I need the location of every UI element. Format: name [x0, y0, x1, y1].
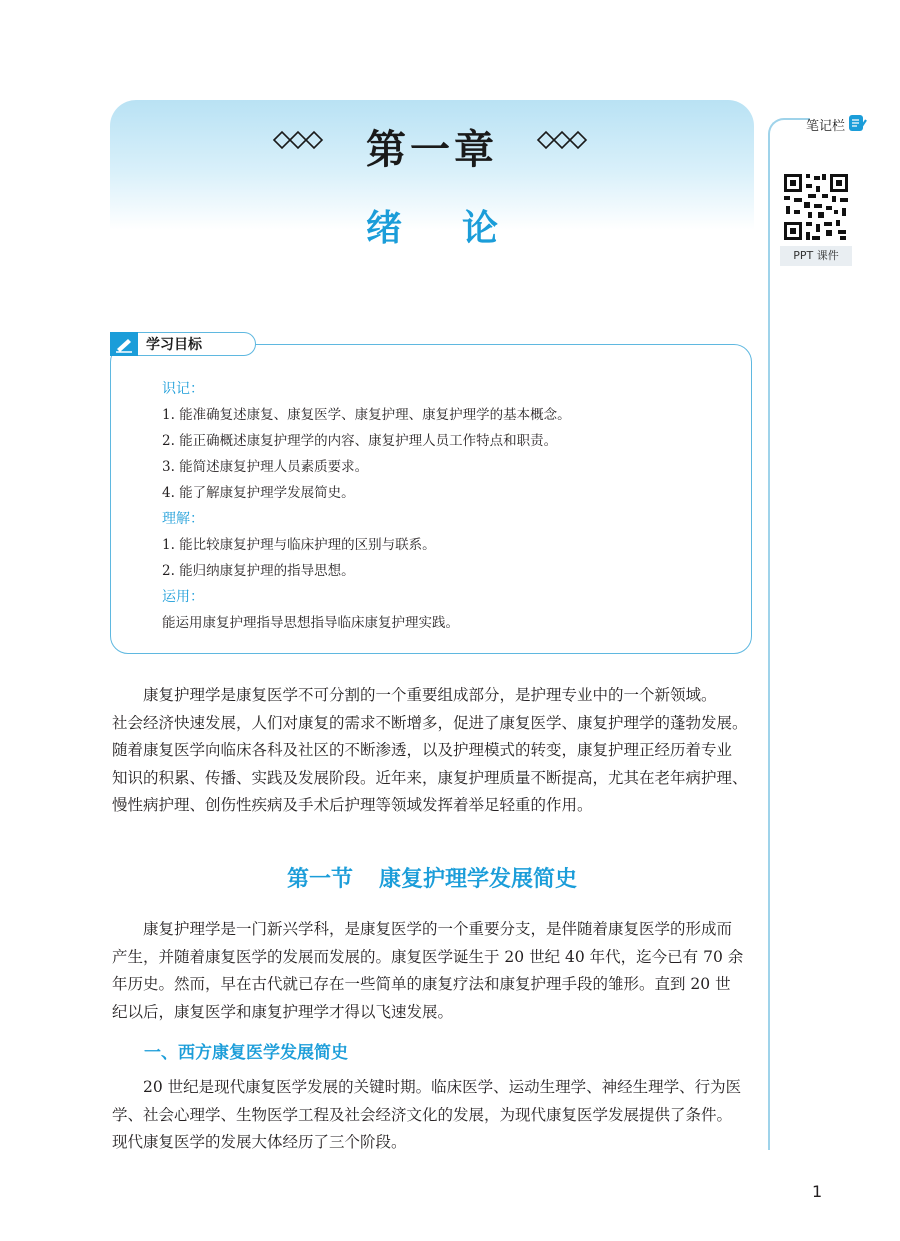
objective-group-heading: 识记：	[162, 381, 204, 397]
qr-code-icon[interactable]	[782, 164, 850, 244]
objective-item: 2. 能归纳康复护理的指导思想。	[162, 563, 355, 579]
notebook-pen-icon	[848, 114, 868, 132]
text-line: 慢性病护理、创伤性疾病及手术后护理等领域发挥着举足轻重的作用。	[112, 796, 593, 814]
notes-column-border-top	[768, 118, 810, 144]
chapter-number: 第一章	[366, 126, 498, 173]
objective-item: 3. 能简述康复护理人员素质要求。	[162, 459, 369, 475]
intro-paragraph	[112, 682, 756, 820]
objective-group-heading: 运用：	[162, 589, 204, 605]
chapter-title: 绪论	[365, 208, 558, 249]
objective-group-heading: 理解：	[162, 511, 204, 527]
objective-item: 能运用康复护理指导思想指导临床康复护理实践。	[162, 615, 459, 631]
text-line: 学、社会心理学、生物医学工程及社会经济文化的发展，为现代康复医学发展提供了条件。	[112, 1105, 733, 1124]
objective-item: 2. 能正确概述康复护理学的内容、康复护理人员工作特点和职责。	[162, 433, 558, 449]
subsection-paragraph	[112, 1074, 756, 1157]
objectives-pencil-icon	[110, 332, 138, 356]
objective-item: 4. 能了解康复护理学发展简史。	[162, 485, 355, 501]
learning-objectives-header: 学习目标	[146, 337, 202, 353]
left-ornament-icon	[272, 130, 328, 150]
text-line: 20 世纪是现代康复医学发展的关键时期。临床医学、运动生理学、神经生理学、行为医	[112, 1078, 742, 1096]
text-line: 产生，并随着康复医学的发展而发展的。康复医学诞生于 20 世纪 40 年代，迄今已有 70 余	[112, 947, 744, 966]
right-ornament-icon	[536, 130, 592, 150]
subsection-title: 一、西方康复医学发展简史	[144, 1043, 348, 1063]
section-name: 康复护理学发展简史	[379, 867, 578, 892]
text-line: 康复护理学是一门新兴学科，是康复医学的一个重要分支，是伴随着康复医学的形成而	[112, 920, 733, 938]
text-line: 知识的积累、传播、实践及发展阶段。近年来，康复护理质量不断提高，尤其在老年病护理、	[112, 768, 748, 787]
text-line: 纪以后，康复医学和康复护理学才得以飞速发展。	[112, 1002, 454, 1021]
objective-item: 1. 能准确复述康复、康复医学、康复护理、康复护理学的基本概念。	[162, 407, 571, 423]
text-line: 现代康复医学的发展大体经历了三个阶段。	[112, 1133, 407, 1151]
section-title	[0, 862, 864, 893]
ppt-courseware-caption[interactable]: PPT 课件	[780, 246, 852, 266]
text-line: 社会经济快速发展，人们对康复的需求不断增多，促进了康复医学、康复护理学的蓬勃发展。	[112, 713, 748, 732]
text-line: 年历史。然而，早在古代就已存在一些简单的康复疗法和康复护理手段的雏形。直到 20 世	[112, 975, 731, 993]
section-paragraph	[112, 916, 756, 1026]
objective-item: 1. 能比较康复护理与临床护理的区别与联系。	[162, 537, 436, 553]
chapter-banner	[110, 100, 754, 249]
section-number: 第一节	[286, 867, 353, 892]
page-number: 1	[812, 1182, 823, 1201]
objectives-list	[162, 376, 732, 636]
text-line: 随着康复医学向临床各科及社区的不断渗透，以及护理模式的转变，康复护理正经历着专业	[112, 741, 733, 759]
notes-column-border	[768, 140, 770, 1150]
text-line: 康复护理学是康复医学不可分割的一个重要组成部分，是护理专业中的一个新领域。	[112, 686, 717, 704]
notes-column-label: 笔记栏	[806, 119, 846, 134]
